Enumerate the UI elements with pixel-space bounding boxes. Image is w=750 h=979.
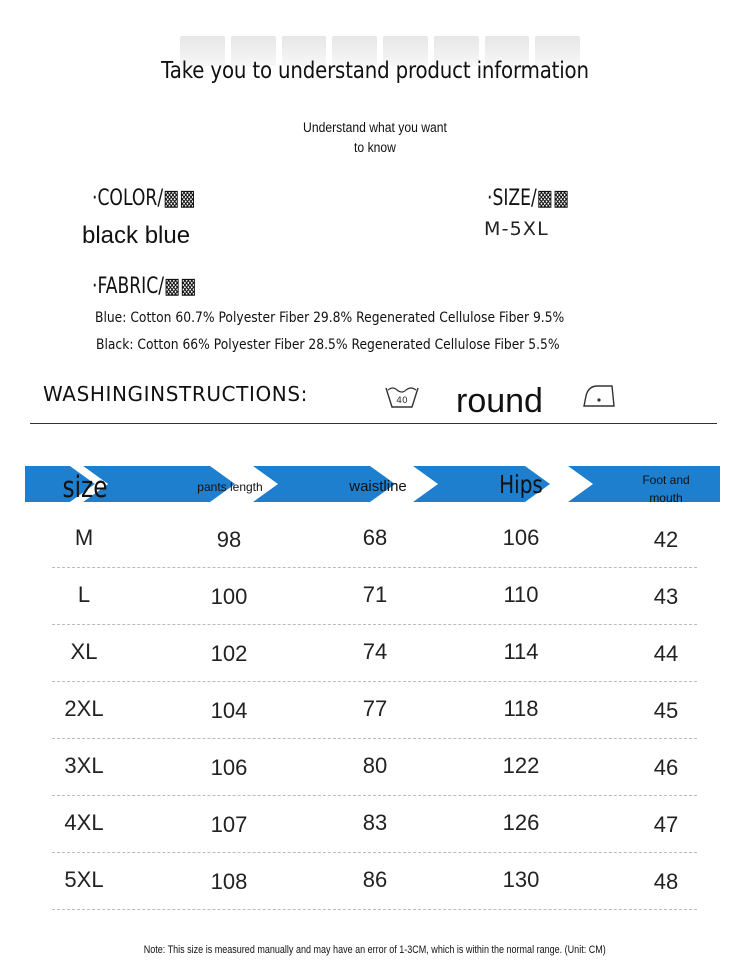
table-cell: 77	[362, 696, 388, 721]
header-foot-and-mouth: Foot and mouth	[642, 473, 690, 505]
color-value: black blue	[82, 222, 191, 249]
row-divider	[52, 795, 697, 796]
fabric-label-text: ·FABRIC/	[92, 274, 165, 299]
row-divider	[52, 681, 697, 682]
wash-40-icon	[384, 384, 420, 410]
subtitle-line-1: Understand what you want	[303, 120, 447, 135]
fabric-label	[92, 274, 196, 299]
row-divider	[52, 909, 697, 910]
size-label	[487, 186, 569, 211]
row-divider	[52, 624, 697, 625]
table-cell: 107	[210, 812, 248, 837]
size-table-header	[25, 466, 720, 505]
iron-icon	[582, 383, 616, 409]
missing-glyph-icon: ▩▩	[163, 186, 196, 211]
header-waistline: waistline	[349, 478, 407, 495]
row-divider	[52, 852, 697, 853]
table-cell: 98	[216, 527, 242, 552]
table-cell: 80	[362, 753, 388, 778]
table-cell: 74	[362, 639, 388, 664]
fabric-line-black: Black: Cotton 66% Polyester Fiber 28.5% Regenerated Cellulose Fiber 5.5%	[96, 337, 560, 353]
table-cell: 106	[502, 525, 540, 550]
size-label-text: ·SIZE/	[487, 186, 537, 211]
measurement-note	[0, 944, 750, 956]
table-cell: 110	[503, 582, 539, 607]
fabric-line-blue: Blue: Cotton 60.7% Polyester Fiber 29.8% Regenerated Cellulose Fiber 9.5%	[95, 310, 565, 326]
table-cell: 43	[653, 584, 679, 609]
table-cell: 102	[210, 641, 248, 666]
table-cell: 5XL	[64, 867, 104, 892]
table-cell: 46	[653, 755, 679, 780]
missing-glyph-icon: ▩▩	[536, 186, 570, 211]
table-cell: 100	[210, 584, 248, 609]
measurement-note-text: Note: This size is measured manually and may have an error of 1-3CM, which is within the normal range. (Unit: CM)	[143, 944, 607, 956]
header-hips: Hips	[499, 470, 543, 499]
table-cell: 45	[653, 698, 679, 723]
table-cell: 44	[653, 641, 679, 666]
page-subtitle	[0, 118, 750, 158]
table-cell: 4XL	[64, 810, 104, 835]
page-title: Take you to understand product information	[161, 58, 589, 84]
round-text: round	[456, 382, 543, 420]
header-pants-length: pants length	[197, 480, 263, 494]
color-label	[92, 186, 196, 211]
table-cell: 122	[502, 753, 540, 778]
table-cell: 104	[210, 698, 248, 723]
table-cell: 114	[503, 639, 539, 664]
table-cell: 68	[362, 525, 388, 550]
table-cell: 118	[503, 696, 539, 721]
table-cell: 42	[653, 527, 679, 552]
header-size: size	[62, 470, 108, 504]
table-cell: 2XL	[64, 696, 104, 721]
table-cell: L	[77, 582, 91, 607]
wash-temp-text: 40	[396, 396, 408, 406]
table-cell: 71	[362, 582, 388, 607]
table-cell: XL	[70, 639, 98, 664]
table-cell: 83	[362, 810, 388, 835]
table-cell: 106	[210, 755, 248, 780]
table-cell: 48	[653, 869, 679, 894]
table-cell: 3XL	[64, 753, 104, 778]
color-label-text: ·COLOR/	[92, 186, 164, 211]
table-cell: M	[74, 525, 94, 550]
table-cell: 86	[362, 867, 388, 892]
washing-instructions-title: WASHINGINSTRUCTIONS:	[43, 382, 308, 406]
table-cell: 47	[653, 812, 679, 837]
row-divider	[52, 567, 697, 568]
table-cell: 108	[210, 869, 248, 894]
size-value: M-5XL	[484, 218, 549, 240]
table-cell: 130	[502, 867, 540, 892]
subtitle-line-2: to know	[354, 140, 396, 155]
table-cell: 126	[502, 810, 540, 835]
section-divider	[30, 423, 717, 424]
row-divider	[52, 738, 697, 739]
missing-glyph-icon: ▩▩	[164, 274, 197, 299]
